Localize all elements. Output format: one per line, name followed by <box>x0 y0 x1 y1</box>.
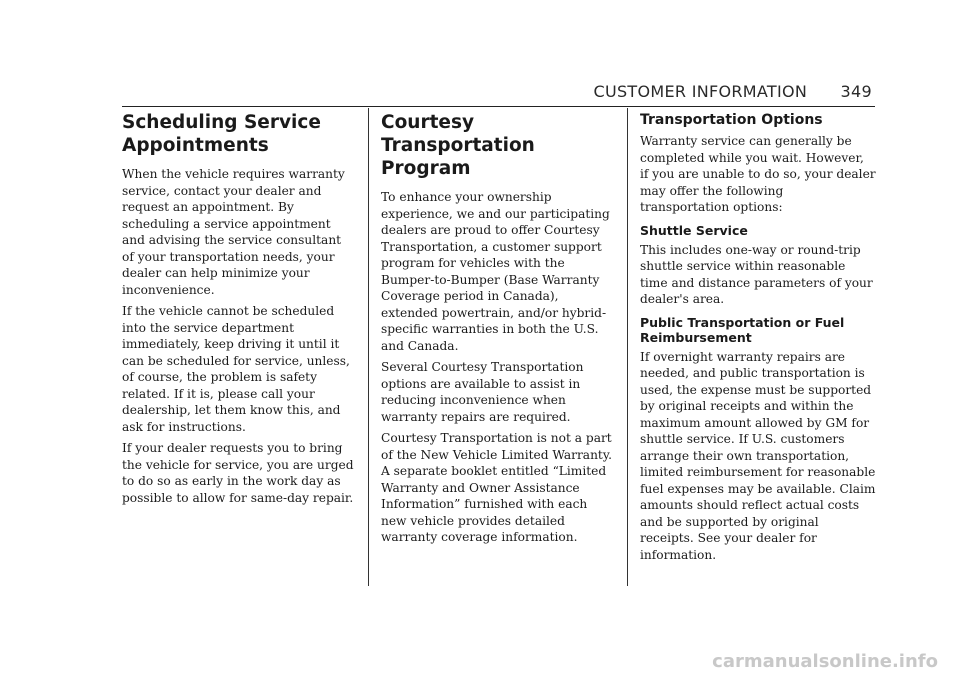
heading-public: Public Transportation or Fuel Reimbursement <box>640 314 845 345</box>
paragraph: Warranty service can generally be completed while you wait. However, if you are unable to do so, your dealer may offer the following transportation options: <box>640 134 876 214</box>
watermark: carmanualsonline.info <box>712 651 938 672</box>
heading-courtesy: Courtesy Transportation Program <box>381 112 535 179</box>
header-rule <box>122 106 875 107</box>
column-divider <box>368 108 369 586</box>
paragraph: This includes one-way or round-trip shuttle service within reasonable time and distance parameters of your dealer's area. <box>640 242 873 306</box>
paragraph: If your dealer requests you to bring the vehicle for service, you are urged to do so as early in the work day as possible to allow for same-day repair. <box>122 441 354 505</box>
column-scheduling <box>122 108 356 511</box>
heading-shuttle: Shuttle Service <box>640 222 748 238</box>
column-options <box>640 108 876 568</box>
page-header <box>593 82 872 101</box>
paragraph: When the vehicle requires warranty service, contact your dealer and request an appointment. By scheduling a service appointment and advising the service consultant of your transportation needs, your dealer can help minimize your inconvenience. <box>122 167 345 297</box>
paragraph: Courtesy Transportation is not a part of the New Vehicle Limited Warranty. A separate booklet entitled “Limited Warranty and Owner Assistance Information” furnished with each new vehicle provides detailed warranty coverage information. <box>381 431 612 544</box>
heading-options: Transportation Options <box>640 112 823 128</box>
paragraph: To enhance your ownership experience, we and our participating dealers are proud to offer Courtesy Transportation, a customer support program for vehicles with the Bumper-to-Bumper (Base Warranty Coverage period in Canada), extended powertrain, and/or hybrid-specific warranties in both the U.S. and Canada. <box>381 190 610 353</box>
paragraph: If overnight warranty repairs are needed, and public transportation is used, the expense must be supported by original receipts and within the maximum amount allowed by GM for shuttle service. If U.S. customers arrange their own transportation, limited reimbursement for reasonable fuel expenses may be available. Claim amounts should reflect actual costs and be supported by original receipts. See your dealer for information. <box>640 349 876 562</box>
paragraph: Several Courtesy Transportation options are available to assist in reducing inconvenience when warranty repairs are required. <box>381 360 584 424</box>
heading-scheduling: Scheduling Service Appointments <box>122 112 321 156</box>
section-title: CUSTOMER INFORMATION <box>593 82 808 101</box>
page-number: 349 <box>840 82 872 101</box>
column-divider <box>627 108 628 586</box>
column-courtesy <box>381 108 613 551</box>
paragraph: If the vehicle cannot be scheduled into the service department immediately, keep driving it until it can be scheduled for service, unless, of course, the problem is safety related. If it is, please call your dealership, let them know this, and ask for instructions. <box>122 304 350 434</box>
